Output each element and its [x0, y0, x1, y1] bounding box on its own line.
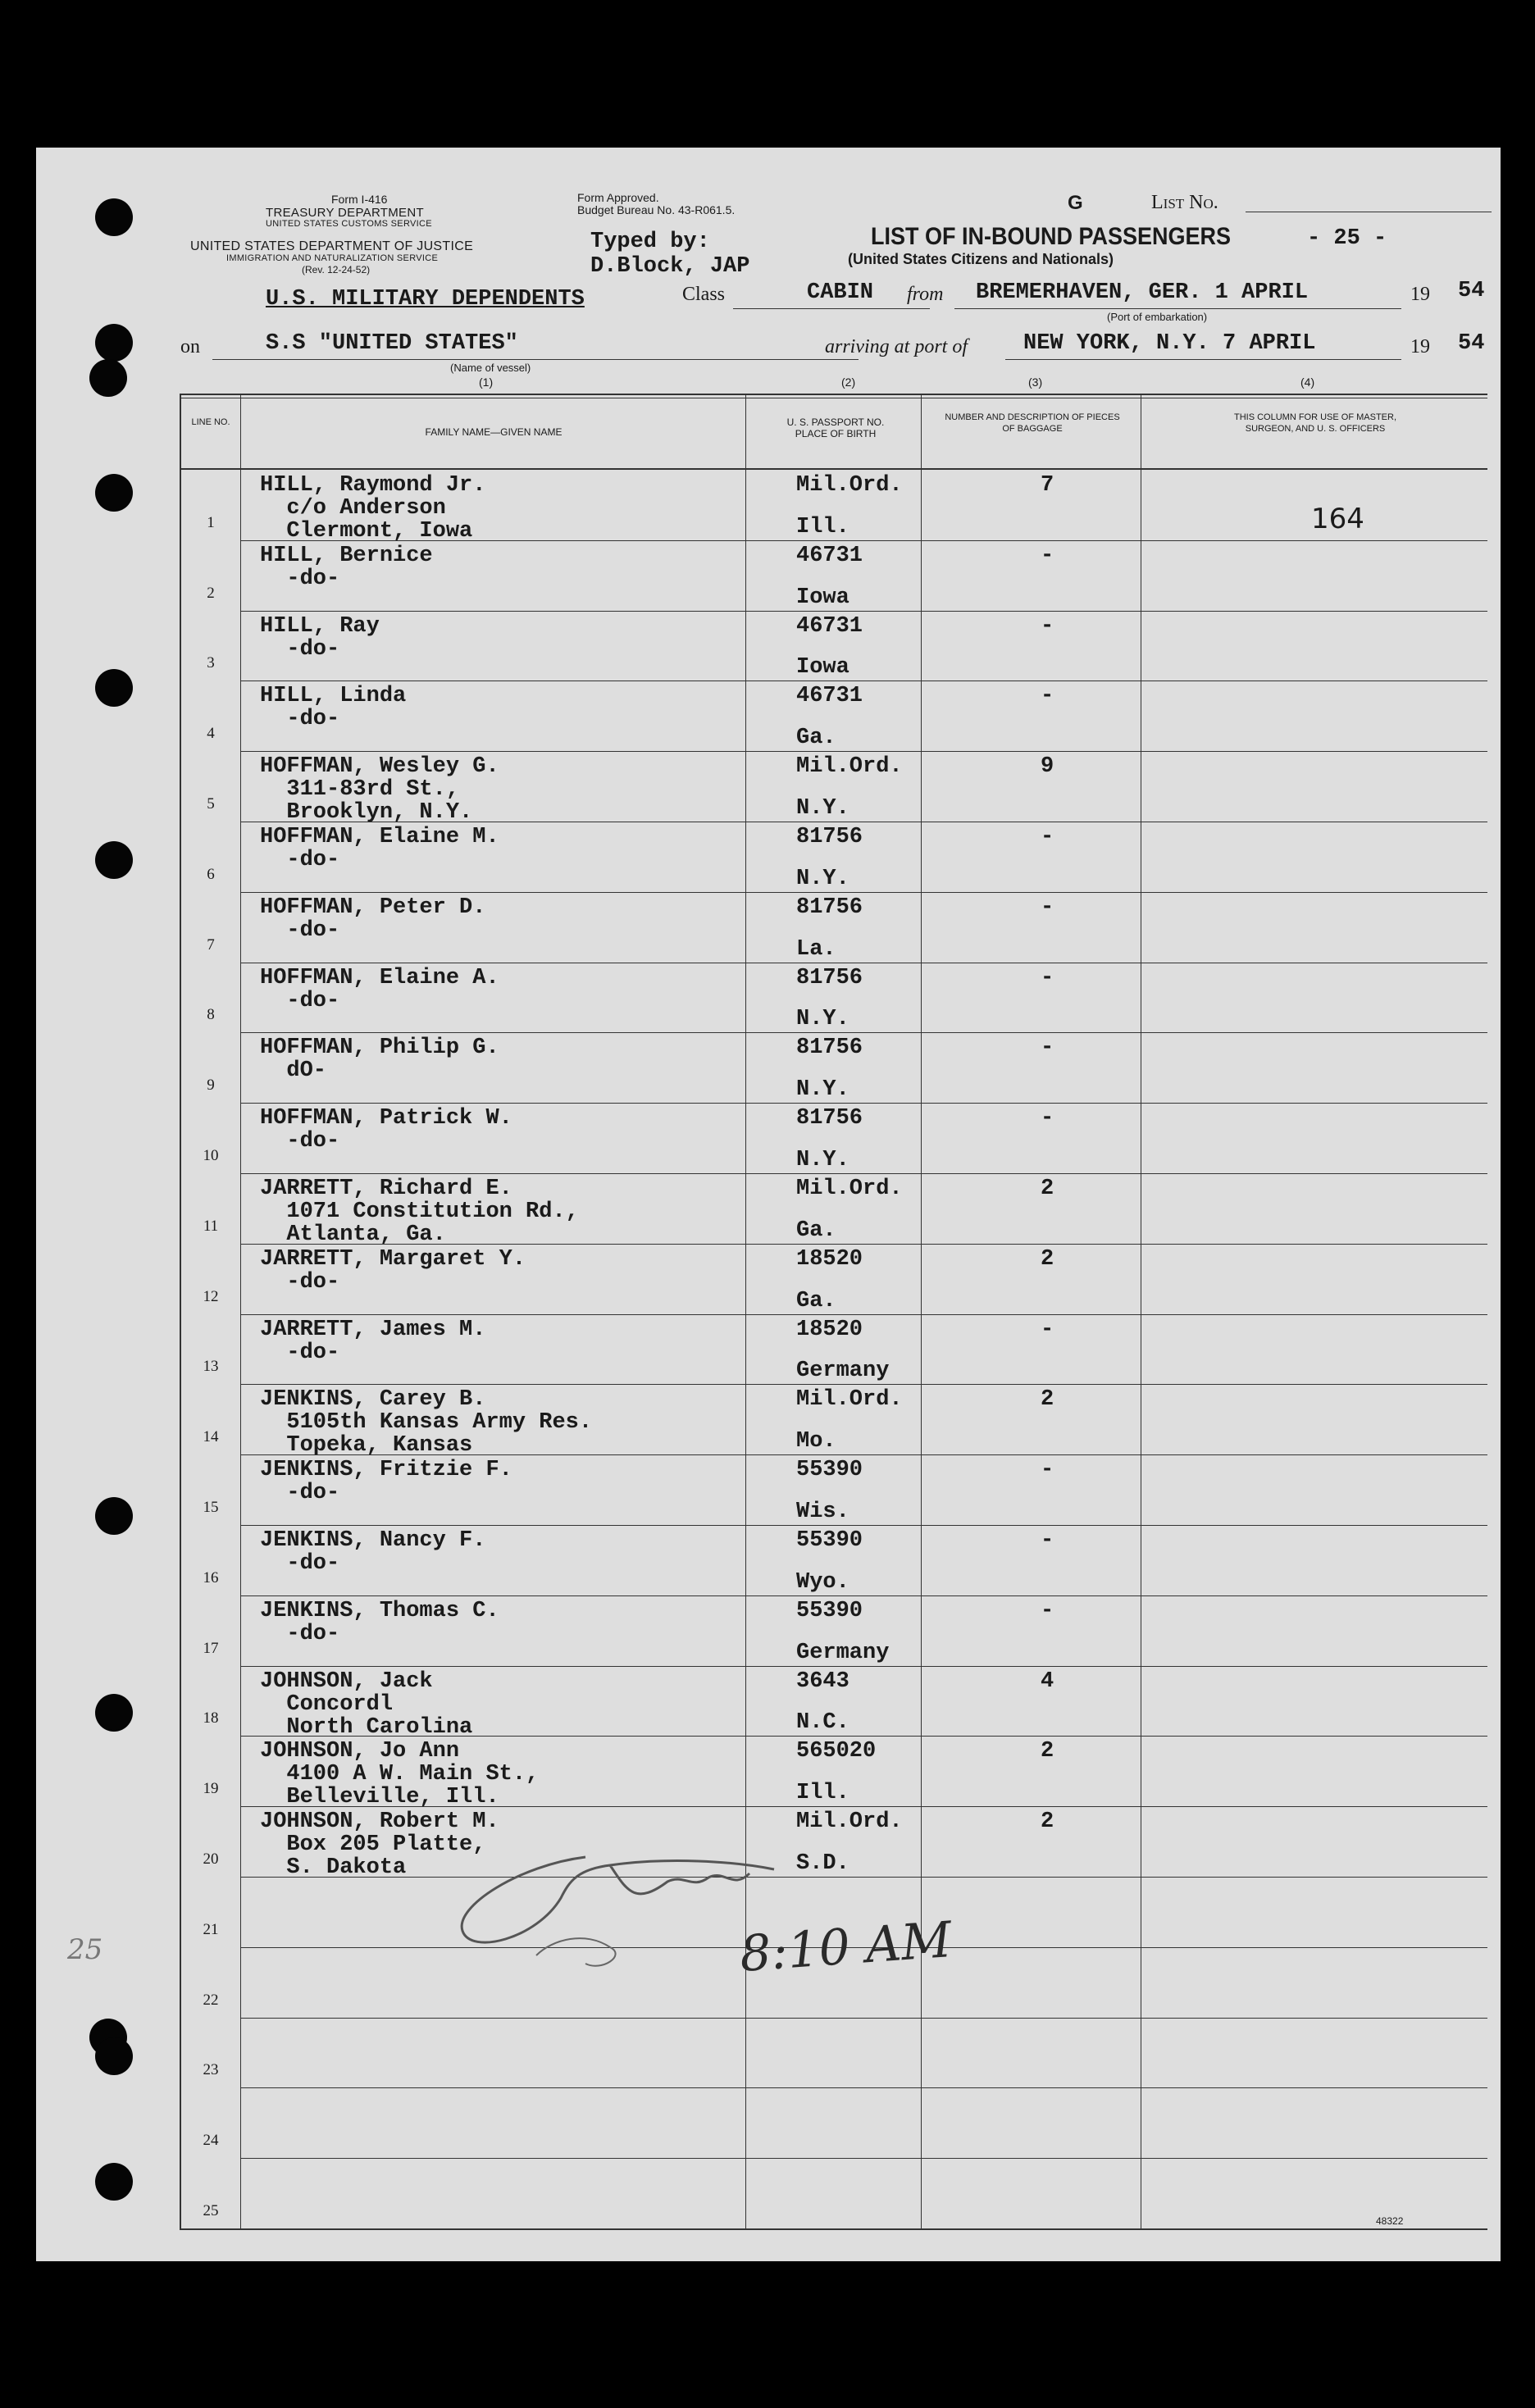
passenger-name: JENKINS, Fritzie F. -do- [260, 1458, 512, 1506]
class-rule [733, 308, 930, 309]
form-footer-number: 48322 [1376, 2215, 1404, 2227]
baggage-count: - [1041, 1598, 1054, 1623]
margin-mark: 25 [67, 1933, 103, 1966]
line-number: 6 [207, 865, 215, 883]
document-sheet [36, 148, 1501, 2261]
table-row [180, 1384, 1487, 1459]
passenger-name: JENKINS, Carey B. 5105th Kansas Army Res. Topeka, Kansas [260, 1387, 593, 1459]
baggage-count: 2 [1041, 1387, 1054, 1413]
passport-number: 46731 [796, 613, 863, 639]
col-num-4: (4) [1300, 376, 1315, 389]
page-number: - 25 - [1307, 226, 1387, 251]
place-of-birth: N.C. [796, 1710, 849, 1736]
passport-number: 81756 [796, 825, 863, 849]
punch-hole [95, 669, 133, 707]
table-row [180, 892, 1487, 963]
table-row [180, 681, 1487, 751]
passenger-name: HILL, Bernice -do- [260, 543, 433, 591]
on-label: on [180, 336, 200, 357]
passport-number: Mil.Ord. [796, 1809, 903, 1835]
col-header-line: LINE NO. [191, 417, 230, 427]
passenger-name: HILL, Linda -do- [260, 684, 407, 732]
line-number: 23 [203, 2061, 219, 2079]
passport-number: 55390 [796, 1528, 863, 1553]
passport-number: 81756 [796, 894, 863, 920]
line-number: 8 [207, 1006, 215, 1024]
table-row [180, 2087, 1487, 2158]
line-number: 13 [203, 1358, 219, 1376]
line-number: 22 [203, 1991, 219, 2009]
passenger-name: HOFFMAN, Philip G. dO- [260, 1036, 499, 1084]
line-number: 9 [207, 1077, 215, 1095]
punch-hole [95, 2163, 133, 2201]
table-row [180, 1173, 1487, 1247]
table-row [180, 1525, 1487, 1595]
line-number: 1 [207, 513, 215, 531]
passenger-group: U.S. MILITARY DEPENDENTS [266, 287, 585, 312]
table-row [180, 751, 1487, 826]
form-approved: Form Approved. [577, 191, 659, 204]
baggage-count: - [1041, 684, 1054, 709]
arrival-rule [1005, 359, 1401, 360]
typed-by-label: Typed by: [590, 230, 710, 254]
passport-number: 46731 [796, 543, 863, 568]
passport-number: 81756 [796, 965, 863, 990]
place-of-birth: Ga. [796, 1288, 836, 1313]
table-row [180, 1103, 1487, 1173]
line-number: 24 [203, 2132, 219, 2150]
place-of-birth: Germany [796, 1640, 890, 1665]
baggage-count: 2 [1041, 1739, 1054, 1764]
punch-hole [95, 841, 133, 879]
line-number: 12 [203, 1287, 219, 1305]
place-of-birth: Wyo. [796, 1569, 849, 1595]
justice-dept: UNITED STATES DEPARTMENT OF JUSTICE [190, 239, 474, 253]
table-row [180, 2018, 1487, 2088]
line-number: 11 [203, 1217, 219, 1235]
place-of-birth: Iowa [796, 585, 849, 610]
ins: IMMIGRATION AND NATURALIZATION SERVICE [226, 253, 439, 263]
table-row [180, 611, 1487, 681]
passport-number: 18520 [796, 1246, 863, 1272]
place-of-birth: N.Y. [796, 1147, 849, 1172]
line-number: 10 [203, 1146, 219, 1164]
table-row [180, 1595, 1487, 1666]
line-number: 5 [207, 794, 215, 813]
place-of-birth: Mo. [796, 1429, 836, 1454]
line-number: 14 [203, 1428, 219, 1446]
baggage-count: - [1041, 1458, 1054, 1483]
line-number: 3 [207, 654, 215, 672]
baggage-count: - [1041, 613, 1054, 639]
table-row [180, 1032, 1487, 1103]
typed-by: D.Block, JAP [590, 254, 750, 279]
line-number: 16 [203, 1568, 219, 1586]
table-row [180, 1314, 1487, 1385]
punch-hole [95, 198, 133, 236]
place-of-birth: Ill. [796, 1781, 849, 1806]
place-of-birth: S.D. [796, 1850, 849, 1876]
punch-hole [95, 474, 133, 512]
place-of-birth: La. [796, 936, 836, 962]
line-number: 7 [207, 935, 215, 954]
col-header-baggage: NUMBER AND DESCRIPTION OF PIECES OF BAGGAGE [945, 412, 1120, 434]
row-rule [240, 2228, 1487, 2229]
place-of-birth: Ill. [796, 514, 849, 539]
passenger-name: JARRETT, Richard E. 1071 Constitution Rd., Atlanta, Ga. [260, 1177, 579, 1247]
table-row [180, 1666, 1487, 1740]
from-rule [954, 308, 1401, 309]
col-header-officers: THIS COLUMN FOR USE OF MASTER, SURGEON, AND U. S. OFFICERS [1233, 412, 1396, 434]
baggage-count: - [1041, 1528, 1054, 1553]
class-label: Class [682, 284, 726, 305]
place-of-birth: Ga. [796, 726, 836, 751]
arrival-year-suffix: 54 [1458, 331, 1485, 356]
baggage-count: - [1041, 1317, 1054, 1342]
line-number: 15 [203, 1498, 219, 1516]
place-of-birth: Germany [796, 1359, 890, 1384]
treasury-dept: TREASURY DEPARTMENT [266, 206, 424, 220]
passport-number: Mil.Ord. [796, 473, 903, 498]
passenger-name: JOHNSON, Jack Concordl North Carolina [260, 1668, 473, 1740]
passport-number: Mil.Ord. [796, 754, 903, 780]
passport-number: 81756 [796, 1036, 863, 1061]
customs-service: UNITED STATES CUSTOMS SERVICE [266, 219, 432, 229]
list-letter: G [1068, 192, 1083, 214]
line-number: 19 [203, 1780, 219, 1798]
table-row [180, 1244, 1487, 1314]
col-num-1: (1) [479, 376, 494, 389]
passport-number: 81756 [796, 1106, 863, 1131]
col-header-name: FAMILY NAME—GIVEN NAME [425, 426, 563, 438]
baggage-count: 9 [1041, 754, 1054, 780]
list-subtitle: (United States Citizens and Nationals) [848, 251, 1114, 267]
baggage-count: 7 [1041, 473, 1054, 498]
arriving-label: arriving at port of [825, 336, 968, 357]
passport-number: 46731 [796, 684, 863, 709]
embarkation-caption: (Port of embarkation) [1107, 311, 1208, 323]
place-of-birth: N.Y. [796, 1007, 849, 1032]
passport-number: 55390 [796, 1598, 863, 1623]
list-no-label: List No. [1151, 192, 1218, 213]
from-label: from [907, 284, 944, 305]
line-number: 18 [203, 1709, 219, 1727]
baggage-count: - [1041, 543, 1054, 568]
arrival-port: NEW YORK, N.Y. 7 APRIL [1023, 331, 1316, 356]
baggage-count: - [1041, 1106, 1054, 1131]
passenger-name: HOFFMAN, Elaine A. -do- [260, 965, 499, 1013]
line-number: 17 [203, 1639, 219, 1657]
passenger-name: JOHNSON, Jo Ann 4100 A W. Main St., Belleville, Ill. [260, 1739, 540, 1810]
baggage-count: 2 [1041, 1809, 1054, 1835]
handwritten-time: 8:10 AM [737, 1911, 954, 1983]
line-number: 2 [207, 584, 215, 602]
passenger-name: HILL, Ray -do- [260, 613, 380, 662]
revision: (Rev. 12-24-52) [302, 264, 371, 275]
table-row [180, 1454, 1487, 1525]
place-of-birth: N.Y. [796, 866, 849, 891]
punch-hole [95, 1497, 133, 1535]
passenger-name: JARRETT, James M. -do- [260, 1317, 486, 1365]
baggage-count: 4 [1041, 1668, 1054, 1694]
passport-number: 18520 [796, 1317, 863, 1342]
class-value: CABIN [807, 280, 874, 305]
passenger-name: HOFFMAN, Wesley G. 311-83rd St., Brooklyn, N.Y. [260, 754, 499, 826]
place-of-birth: N.Y. [796, 1077, 849, 1103]
passenger-name: HOFFMAN, Peter D. -do- [260, 894, 486, 943]
line-number: 21 [203, 1920, 219, 1938]
passenger-name: HOFFMAN, Patrick W. -do- [260, 1106, 512, 1154]
arrival-year-prefix: 19 [1410, 336, 1430, 357]
place-of-birth: Ga. [796, 1218, 836, 1243]
form-number: Form I-416 [331, 193, 388, 206]
table-row [180, 963, 1487, 1033]
table-row [180, 2158, 1487, 2228]
passport-number: 55390 [796, 1458, 863, 1483]
baggage-count: 2 [1041, 1246, 1054, 1272]
punch-hole [95, 1694, 133, 1732]
passenger-name: HILL, Raymond Jr. c/o Anderson Clermont, Iowa [260, 473, 486, 544]
vessel-rule [212, 359, 859, 360]
embarkation-port: BREMERHAVEN, GER. 1 APRIL [976, 280, 1309, 305]
list-title: LIST OF IN-BOUND PASSENGERS [871, 223, 1232, 250]
vessel-name: S.S "UNITED STATES" [266, 331, 518, 356]
passenger-name: JOHNSON, Robert M. Box 205 Platte, S. Dakota [260, 1809, 499, 1881]
year-suffix: 54 [1458, 279, 1485, 303]
line-number: 20 [203, 1850, 219, 1868]
line-number: 4 [207, 725, 215, 743]
passenger-name: JARRETT, Margaret Y. -do- [260, 1246, 526, 1295]
passport-number: Mil.Ord. [796, 1177, 903, 1201]
baggage-count: 2 [1041, 1177, 1054, 1201]
col-num-3: (3) [1028, 376, 1043, 389]
table-row [180, 822, 1487, 892]
line-number: 25 [203, 2201, 219, 2219]
baggage-count: - [1041, 965, 1054, 990]
punch-hole [95, 2037, 133, 2075]
col-num-2: (2) [841, 376, 856, 389]
passenger-name: JENKINS, Thomas C. -do- [260, 1598, 499, 1646]
passport-number: Mil.Ord. [796, 1387, 903, 1413]
baggage-count: - [1041, 1036, 1054, 1061]
place-of-birth: Iowa [796, 655, 849, 681]
table-top-rule [180, 394, 1487, 395]
vessel-caption: (Name of vessel) [450, 362, 531, 374]
year-prefix: 19 [1410, 284, 1430, 305]
table-row [180, 470, 1487, 544]
place-of-birth: Wis. [796, 1499, 849, 1524]
baggage-count: - [1041, 894, 1054, 920]
passport-number: 565020 [796, 1739, 877, 1764]
passenger-name: JENKINS, Nancy F. -do- [260, 1528, 486, 1576]
place-of-birth: N.Y. [796, 795, 849, 821]
punch-hole [89, 359, 127, 397]
officer-note: 164 [1311, 502, 1364, 535]
budget-bureau: Budget Bureau No. 43-R061.5. [577, 203, 736, 216]
baggage-count: - [1041, 825, 1054, 849]
table-row [180, 1736, 1487, 1810]
passenger-name: HOFFMAN, Elaine M. -do- [260, 825, 499, 872]
passport-number: 3643 [796, 1668, 849, 1694]
col-header-passport: U. S. PASSPORT NO. PLACE OF BIRTH [786, 417, 885, 439]
punch-hole [95, 324, 133, 362]
